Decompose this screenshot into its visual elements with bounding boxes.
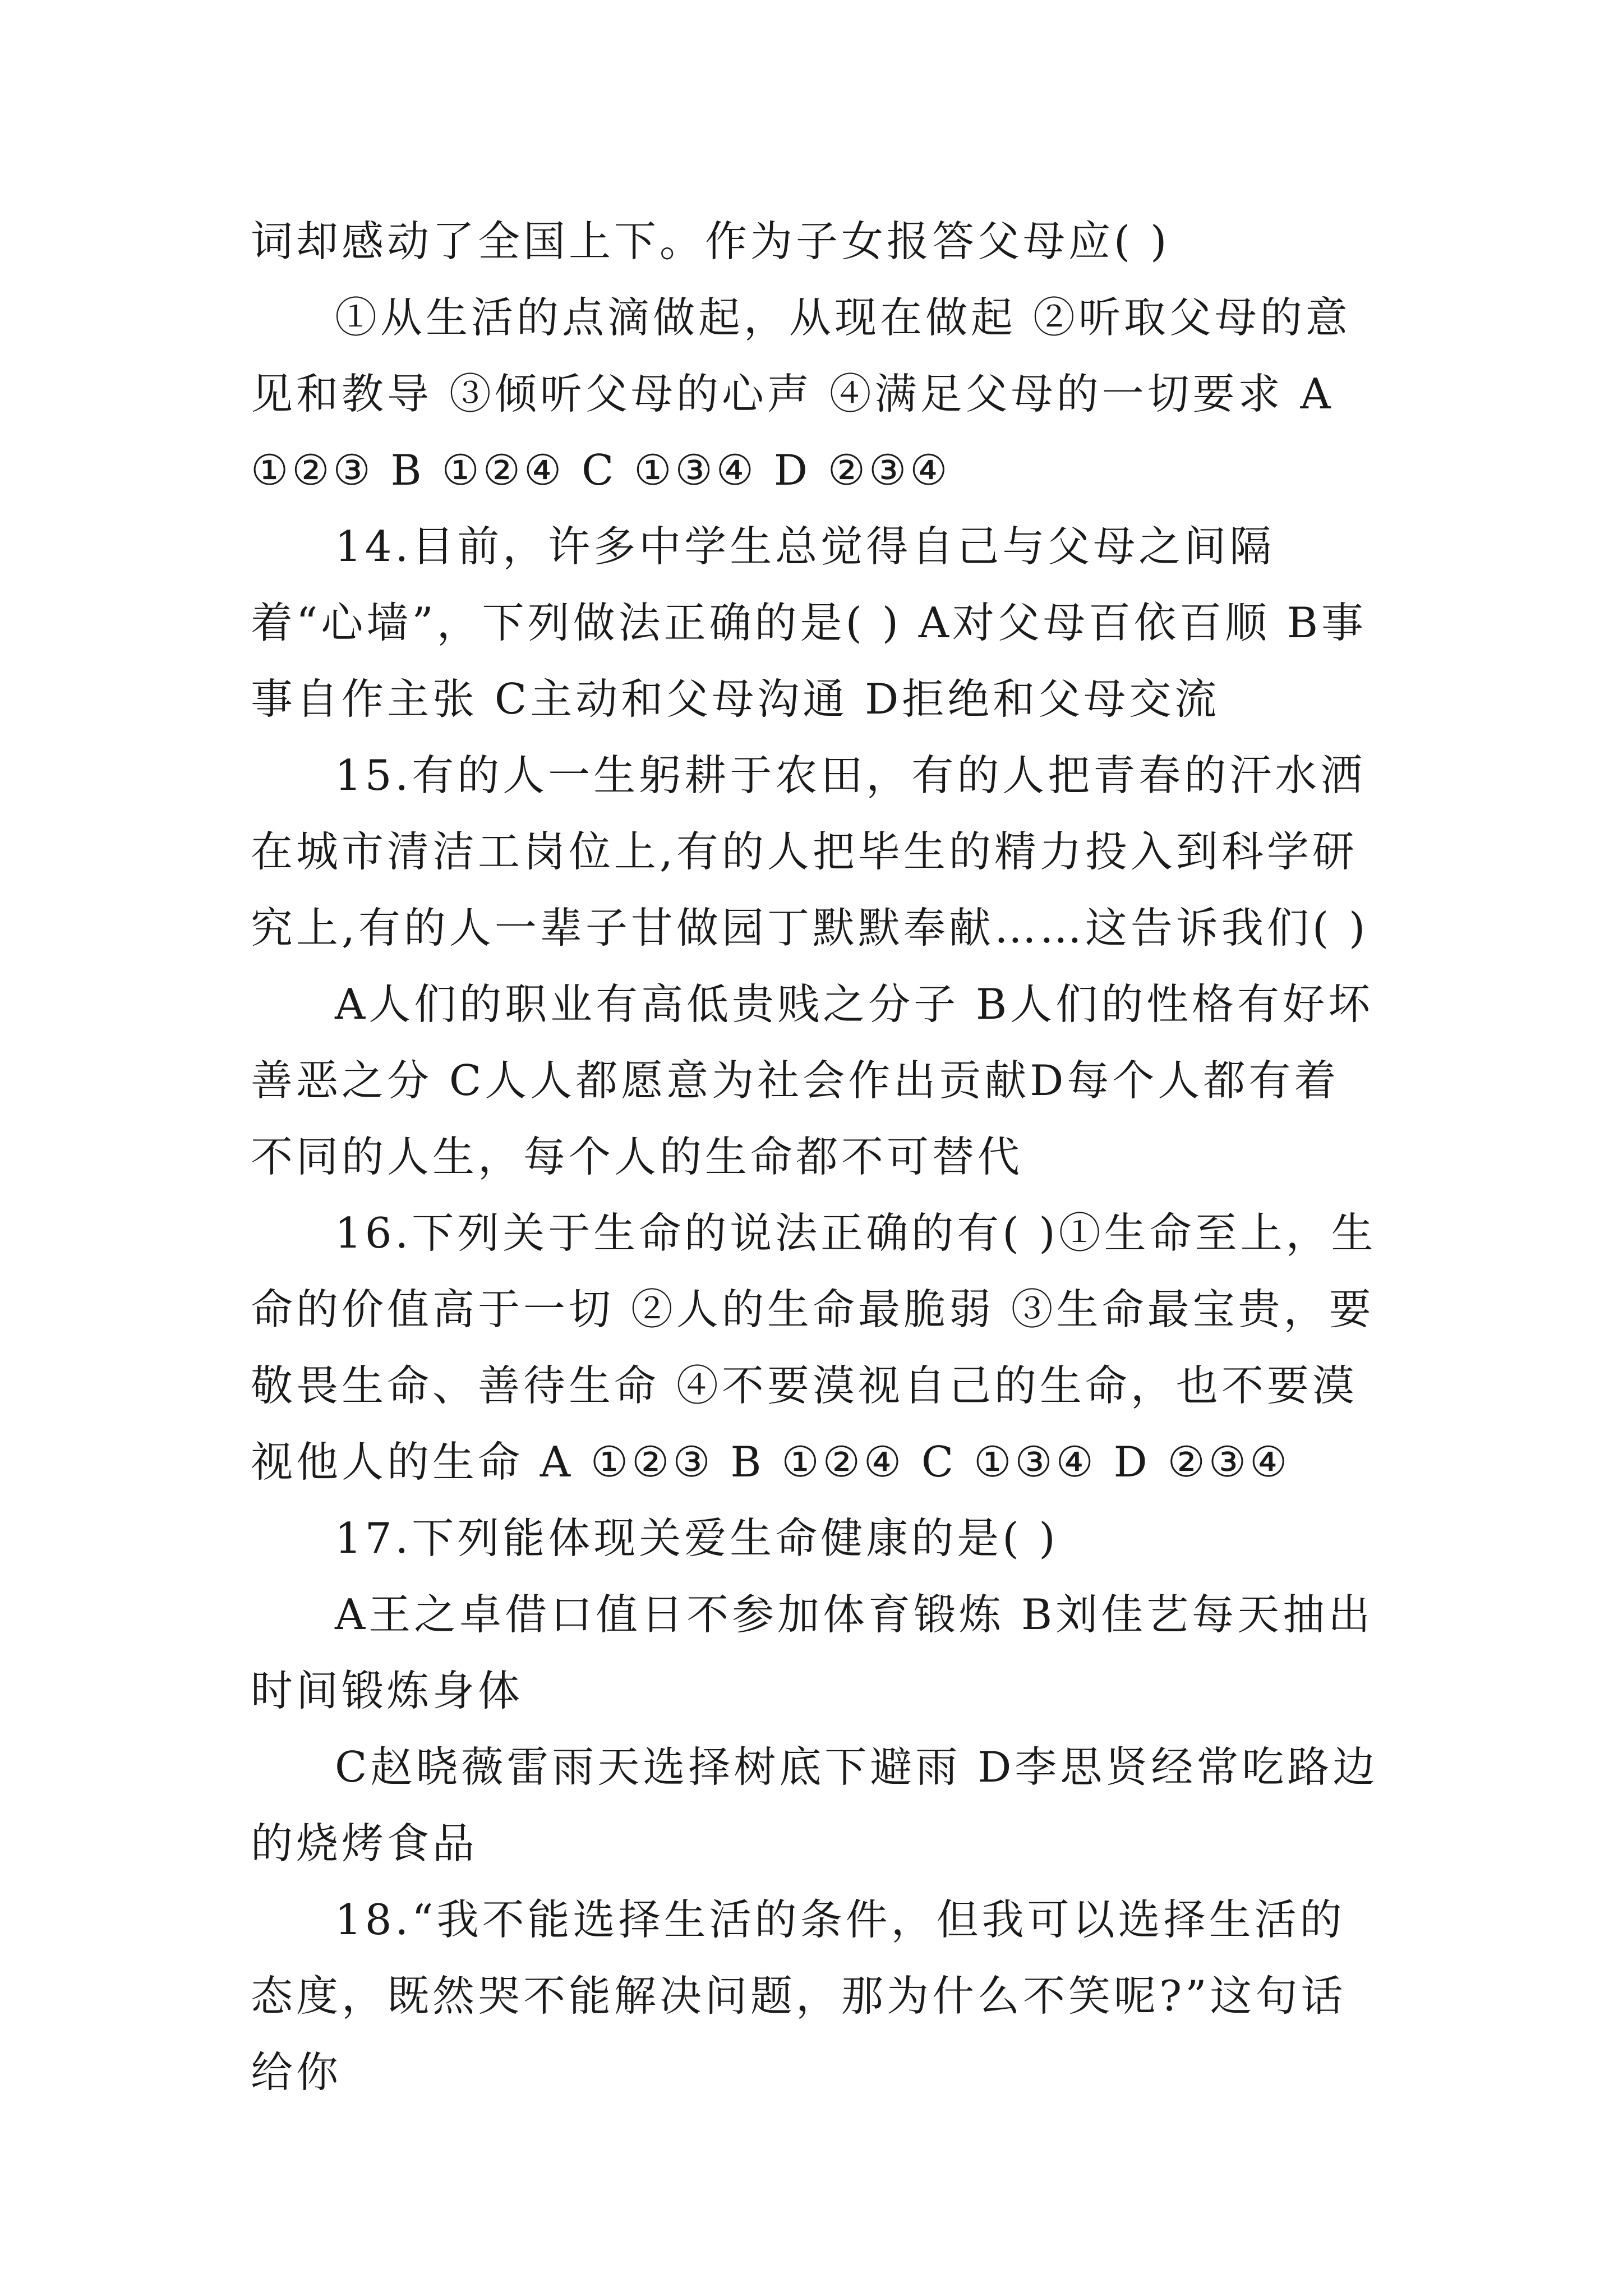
- question-13-options: ①从生活的点滴做起，从现在做起 ②听取父母的意见和教导 ③倾听父母的心声 ④满足父母的一切要求 A ①②③ B ①②④ C ①③④ D ②③④: [251, 293, 1351, 495]
- question-17: 17.下列能体现关爱生命健康的是( ): [335, 1513, 1059, 1563]
- question-17-options-ab: A王之卓借口值日不参加体育锻炼 B刘佳艺每天抽出时间锻炼身体: [251, 1590, 1374, 1715]
- question-15: 15.有的人一生躬耕于农田，有的人把青春的汗水洒在城市清洁工岗位上,有的人把毕生的精力投入到科学研究上,有的人一辈子甘做园丁默默奉献……这告诉我们( ): [251, 751, 1369, 953]
- question-15-options: A人们的职业有高低贵贱之分子 B人们的性格有好坏善恶之分 C人人都愿意为社会作出贡献D每个人都有着不同的人生，每个人的生命都不可替代: [251, 979, 1374, 1181]
- question-17-options-cd: C赵晓薇雷雨天选择树底下避雨 D李思贤经常吃路边的烧烤食品: [251, 1742, 1378, 1868]
- document-body: [251, 203, 1384, 2110]
- paragraph-continuation: 词却感动了全国上下。作为子女报答父母应( ): [251, 217, 1170, 266]
- question-18: 18.“我不能选择生活的条件，但我可以选择生活的态度，既然哭不能解决问题，那为什么不笑呢?”这句话给你: [251, 1895, 1347, 2097]
- question-14: 14.目前，许多中学生总觉得自己与父母之间隔着“心墙”，下列做法正确的是( ) A对父母百依百顺 B事事自作主张 C主动和父母沟通 D拒绝和父母交流: [251, 522, 1367, 724]
- question-16: 16.下列关于生命的说法正确的有( )①生命至上，生命的价值高于一切 ②人的生命最脆弱 ③生命最宝贵，要敬畏生命、善待生命 ④不要漠视自己的生命，也不要漠视他人的生命 A ①②③ B ①②④ C ①③④ D ②③④: [251, 1208, 1377, 1487]
